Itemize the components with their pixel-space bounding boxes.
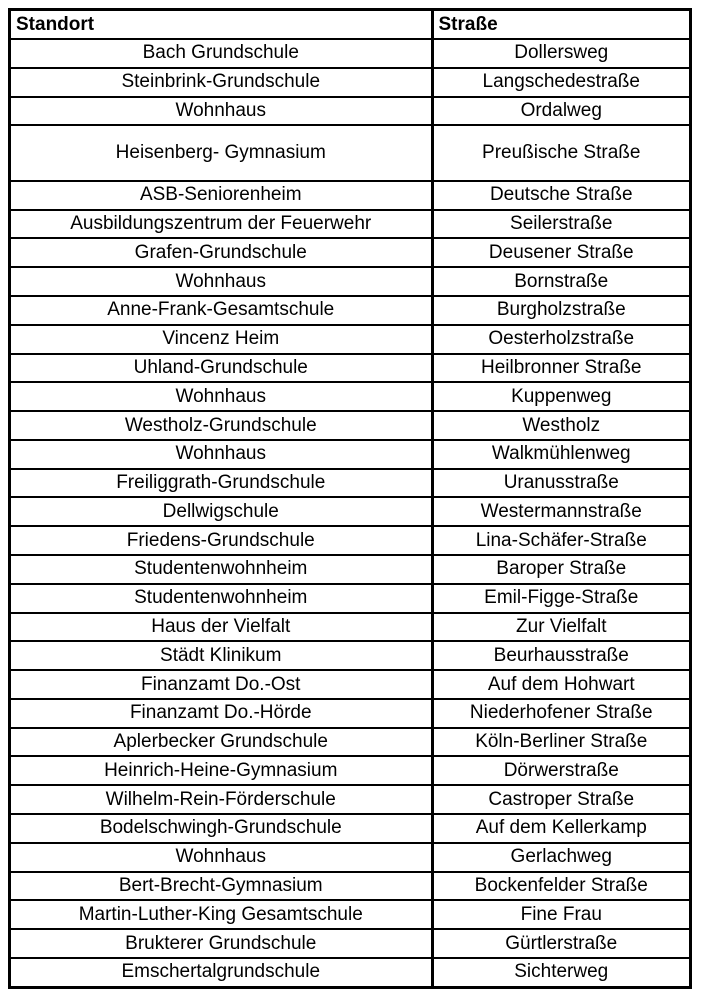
strasse-cell: Walkmühlenweg <box>432 440 689 469</box>
strasse-cell: Deusener Straße <box>432 238 689 267</box>
strasse-cell: Beurhausstraße <box>432 641 689 670</box>
table-row <box>11 555 689 584</box>
table-row <box>11 872 689 901</box>
strasse-cell: Gerlachweg <box>432 843 689 872</box>
standort-cell: Städt Klinikum <box>11 641 432 670</box>
strasse-cell: Burgholzstraße <box>432 296 689 325</box>
table-row <box>11 613 689 642</box>
strasse-cell: Bornstraße <box>432 267 689 296</box>
standort-cell: Finanzamt Do.-Hörde <box>11 699 432 728</box>
header-row <box>11 11 689 39</box>
strasse-cell: Uranusstraße <box>432 469 689 498</box>
standort-cell: Studentenwohnheim <box>11 584 432 613</box>
table-row <box>11 411 689 440</box>
strasse-cell: Niederhofener Straße <box>432 699 689 728</box>
table-row <box>11 125 689 181</box>
table-row <box>11 756 689 785</box>
standort-cell: Friedens-Grundschule <box>11 526 432 555</box>
standort-cell: Studentenwohnheim <box>11 555 432 584</box>
table-row <box>11 210 689 239</box>
standort-cell: Grafen-Grundschule <box>11 238 432 267</box>
locations-table <box>11 11 689 986</box>
strasse-cell: Castroper Straße <box>432 785 689 814</box>
standort-cell: Aplerbecker Grundschule <box>11 728 432 757</box>
table-row <box>11 97 689 126</box>
standort-cell: Haus der Vielfalt <box>11 613 432 642</box>
table-row <box>11 497 689 526</box>
table-row <box>11 440 689 469</box>
standort-cell: Wilhelm-Rein-Förderschule <box>11 785 432 814</box>
table-row <box>11 238 689 267</box>
standort-cell: Bert-Brecht-Gymnasium <box>11 872 432 901</box>
standort-cell: Wohnhaus <box>11 382 432 411</box>
standort-cell: Westholz-Grundschule <box>11 411 432 440</box>
strasse-cell: Emil-Figge-Straße <box>432 584 689 613</box>
table-row <box>11 584 689 613</box>
standort-cell: Bach Grundschule <box>11 39 432 68</box>
standort-cell: Bodelschwingh-Grundschule <box>11 814 432 843</box>
strasse-cell: Bockenfelder Straße <box>432 872 689 901</box>
table-row <box>11 382 689 411</box>
standort-cell: Martin-Luther-King Gesamtschule <box>11 900 432 929</box>
table-row <box>11 814 689 843</box>
strasse-cell: Langschedestraße <box>432 68 689 97</box>
table-row <box>11 728 689 757</box>
standort-cell: Uhland-Grundschule <box>11 354 432 383</box>
standort-cell: Anne-Frank-Gesamtschule <box>11 296 432 325</box>
table-row <box>11 296 689 325</box>
table-row <box>11 699 689 728</box>
strasse-cell: Zur Vielfalt <box>432 613 689 642</box>
strasse-cell: Baroper Straße <box>432 555 689 584</box>
standort-cell: Dellwigschule <box>11 497 432 526</box>
strasse-cell: Dollersweg <box>432 39 689 68</box>
strasse-cell: Lina-Schäfer-Straße <box>432 526 689 555</box>
standort-cell: Heisenberg- Gymnasium <box>11 125 432 181</box>
table-row <box>11 181 689 210</box>
strasse-cell: Ordalweg <box>432 97 689 126</box>
table-row <box>11 785 689 814</box>
table-row <box>11 267 689 296</box>
strasse-cell: Heilbronner Straße <box>432 354 689 383</box>
standort-cell: Wohnhaus <box>11 267 432 296</box>
standort-cell: Finanzamt Do.-Ost <box>11 670 432 699</box>
standort-cell: Ausbildungszentrum der Feuerwehr <box>11 210 432 239</box>
table-row <box>11 958 689 986</box>
table-row <box>11 325 689 354</box>
standort-cell: Wohnhaus <box>11 97 432 126</box>
standort-cell: Steinbrink-Grundschule <box>11 68 432 97</box>
strasse-cell: Köln-Berliner Straße <box>432 728 689 757</box>
strasse-cell: Westholz <box>432 411 689 440</box>
table-row <box>11 469 689 498</box>
standort-cell: ASB-Seniorenheim <box>11 181 432 210</box>
table-row <box>11 929 689 958</box>
table-row <box>11 526 689 555</box>
strasse-cell: Sichterweg <box>432 958 689 986</box>
strasse-cell: Seilerstraße <box>432 210 689 239</box>
column-header-strasse: Straße <box>432 11 689 39</box>
standort-cell: Wohnhaus <box>11 440 432 469</box>
table-row <box>11 843 689 872</box>
strasse-cell: Auf dem Kellerkamp <box>432 814 689 843</box>
table-row <box>11 641 689 670</box>
standort-cell: Heinrich-Heine-Gymnasium <box>11 756 432 785</box>
strasse-cell: Deutsche Straße <box>432 181 689 210</box>
standort-cell: Freiliggrath-Grundschule <box>11 469 432 498</box>
strasse-cell: Dörwerstraße <box>432 756 689 785</box>
column-header-standort: Standort <box>11 11 432 39</box>
table-row <box>11 39 689 68</box>
strasse-cell: Kuppenweg <box>432 382 689 411</box>
table-row <box>11 68 689 97</box>
standort-cell: Wohnhaus <box>11 843 432 872</box>
strasse-cell: Westermannstraße <box>432 497 689 526</box>
table-row <box>11 900 689 929</box>
strasse-cell: Auf dem Hohwart <box>432 670 689 699</box>
table-row <box>11 354 689 383</box>
strasse-cell: Fine Frau <box>432 900 689 929</box>
table-row <box>11 670 689 699</box>
strasse-cell: Gürtlerstraße <box>432 929 689 958</box>
strasse-cell: Oesterholzstraße <box>432 325 689 354</box>
table-body <box>11 39 689 986</box>
strasse-cell: Preußische Straße <box>432 125 689 181</box>
standort-cell: Brukterer Grundschule <box>11 929 432 958</box>
standort-cell: Emschertalgrundschule <box>11 958 432 986</box>
standort-cell: Vincenz Heim <box>11 325 432 354</box>
locations-table-frame <box>8 8 692 989</box>
